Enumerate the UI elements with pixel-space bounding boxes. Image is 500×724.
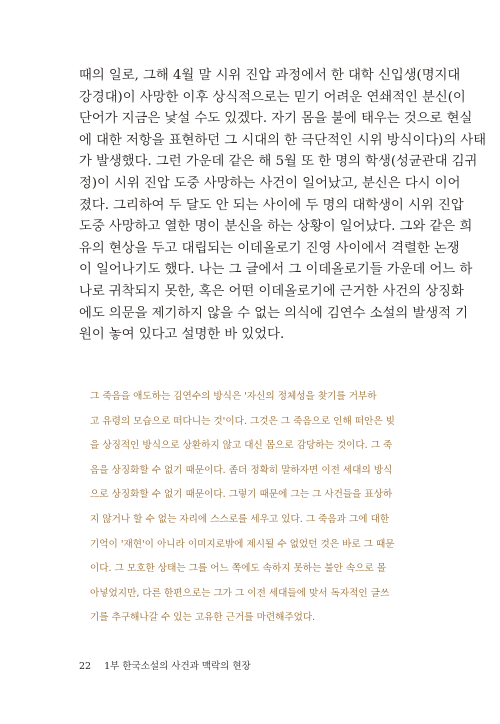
body-line: 에 대한 저항을 표현하던 그 시대의 한 극단적인 시위 방식이다)의 사태 [79, 132, 487, 148]
body-line: 졌다. 그리하여 두 달도 안 되는 사이에 두 명의 대학생이 시위 진압 [79, 197, 464, 213]
quote-line: 이다. 그 모호한 상태는 그를 어느 쪽에도 속하지 못하는 불안 속으로 몰 [90, 563, 387, 575]
body-line: 정)이 시위 진압 도중 사망하는 사건이 일어났고, 분신은 다시 이어 [79, 175, 461, 191]
quote-line: 그 죽음을 애도하는 김연수의 방식은 '자신의 정체성을 찾기를 거부하 [90, 391, 377, 402]
quote-line: 기를 추구해나갈 수 있는 고유한 근거를 마련해주었다. [90, 612, 316, 624]
body-line: 강경대)이 사망한 이후 상식적으로는 믿기 어려운 연쇄적인 분신(이 [79, 89, 466, 105]
quote-line: 고 유령의 모습으로 떠다니는 것'이다. 그것은 그 죽음으로 인해 떠안은 빚 [90, 415, 395, 427]
page-number: 22 [79, 661, 92, 672]
body-line: 에도 의문을 제기하지 않을 수 없는 의식에 김연수 소설의 발생적 기 [79, 305, 469, 321]
quote-line: 음을 상징화할 수 없기 때문이다. 좀더 정확히 말하자면 이전 세대의 방식 [90, 464, 393, 476]
body-line: 이 일어나기도 했다. 나는 그 글에서 그 이데올로기들 가운데 어느 하 [79, 262, 473, 278]
body-paragraph [79, 65, 487, 346]
block-quote [90, 385, 426, 631]
quote-line: 지 않거나 할 수 없는 자리에 스스로를 세우고 있다. 그 죽음과 그에 대한 [90, 513, 390, 525]
body-line: 유의 현상을 두고 대립되는 이데올로기 진영 사이에서 격렬한 논쟁 [79, 240, 460, 256]
body-line: 원이 놓여 있다고 설명한 바 있었다. [79, 327, 285, 343]
body-line: 단어가 지금은 낯설 수도 있겠다. 자기 몸을 불에 태우는 것으로 현실 [79, 111, 473, 127]
quote-line: 기억이 '재현'이 아니라 이미지로밖에 제시될 수 없었던 것은 바로 그 때문 [90, 538, 395, 550]
page-footer [79, 658, 251, 672]
body-line: 도중 사망하고 열한 명이 분신을 하는 상황이 일어났다. 그와 같은 희 [79, 219, 473, 235]
quote-line: 아넣었지만, 다른 한편으로는 그가 그 이전 세대들에 맞서 독자적인 글쓰 [90, 587, 390, 599]
body-line: 나로 귀착되지 못한, 혹은 어떤 이데올로기에 근거한 사건의 상징화 [79, 283, 464, 299]
quote-line: 으로 상징화할 수 없기 때문이다. 그렇기 때문에 그는 그 사건들을 표상하 [90, 489, 393, 501]
body-line: 때의 일로, 그해 4월 말 시위 진압 과정에서 한 대학 신입생(명지대 [79, 68, 461, 83]
quote-line: 을 상징적인 방식으로 상환하지 않고 대신 몸으로 감당하는 것이다. 그 죽 [90, 440, 393, 452]
running-title: 1부 한국소설의 사건과 맥락의 현장 [104, 661, 251, 672]
body-line: 가 발생했다. 그런 가운데 같은 해 5월 또 한 명의 학생(성균관대 김귀 [79, 154, 478, 170]
